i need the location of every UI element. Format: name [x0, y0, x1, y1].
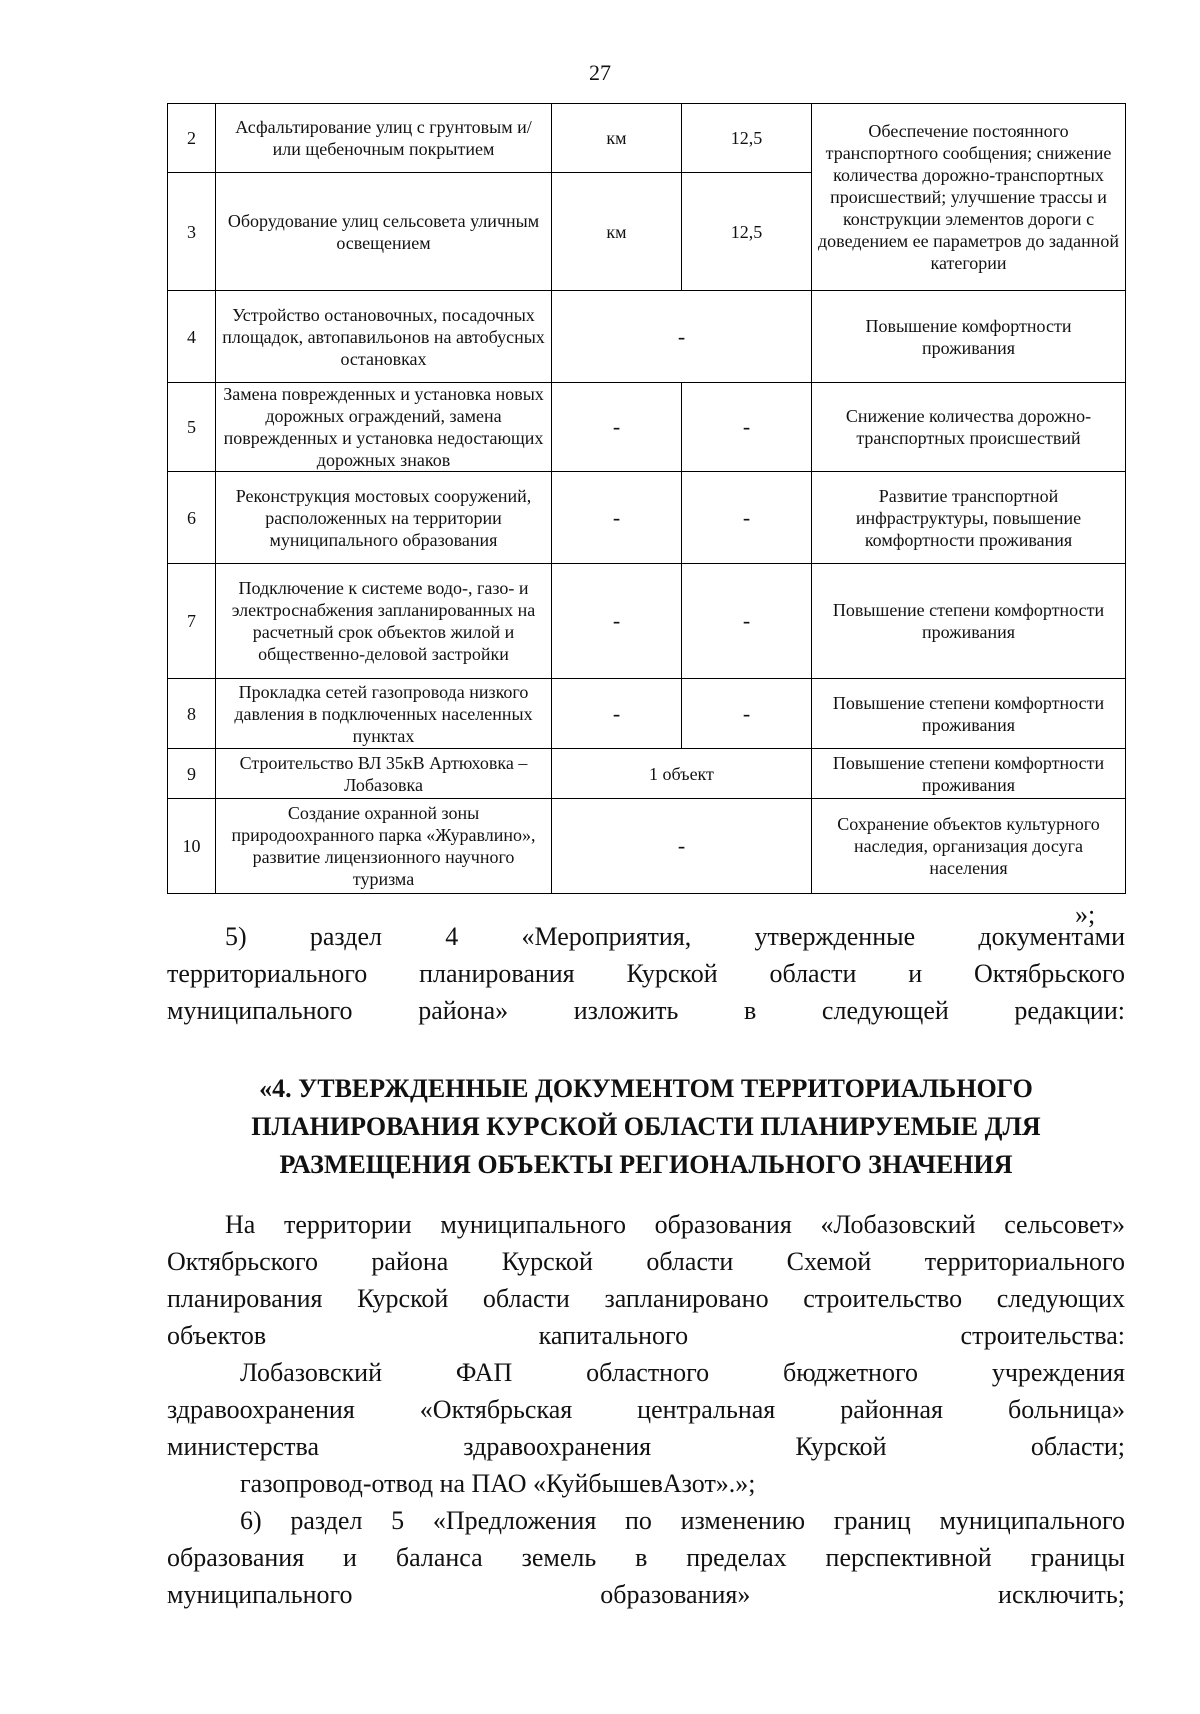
measure-unit-value-merged: 1 объект — [552, 749, 812, 799]
measure-effect: Снижение количества дорожно-транспортных происшествий — [812, 383, 1126, 472]
text-line: объектов капитального строительства: — [167, 1321, 1125, 1350]
measure-effect: Развитие транспортной инфраструктуры, повышение комфортности проживания — [812, 472, 1126, 564]
paragraph-5 — [167, 918, 1125, 1029]
measure-effect: Повышение комфортности проживания — [812, 291, 1126, 383]
text-line: здравоохранения «Октябрьская центральная районная больница» — [167, 1395, 1125, 1424]
measure-unit: - — [552, 679, 682, 749]
measure-name: Прокладка сетей газопровода низкого давления в подключенных населенных пунктах — [216, 679, 552, 749]
heading-line: ПЛАНИРОВАНИЯ КУРСКОЙ ОБЛАСТИ ПЛАНИРУЕМЫЕ ДЛЯ — [251, 1112, 1041, 1141]
table-row — [168, 472, 1126, 564]
measure-value: - — [682, 472, 812, 564]
table-row — [168, 564, 1126, 679]
measure-effect: Повышение степени комфортности проживания — [812, 749, 1126, 799]
paragraph-fap — [167, 1354, 1125, 1465]
table-row — [168, 104, 1126, 173]
row-number: 5 — [168, 383, 216, 472]
measure-name: Устройство остановочных, посадочных площадок, автопавильонов на автобусных остановках — [216, 291, 552, 383]
text-line: планирования Курской области запланировано строительство следующих — [167, 1284, 1125, 1313]
measure-unit-value-merged: - — [552, 291, 812, 383]
heading-line: «4. УТВЕРЖДЕННЫЕ ДОКУМЕНТОМ ТЕРРИТОРИАЛЬНОГО — [259, 1074, 1033, 1103]
measure-name: Строительство ВЛ 35кВ Артюховка – Лобазовка — [216, 749, 552, 799]
text-line: министерства здравоохранения Курской области; — [167, 1432, 1125, 1461]
row-number: 7 — [168, 564, 216, 679]
text-line: газопровод-отвод на ПАО «КуйбышевАзот».»; — [240, 1469, 756, 1498]
row-number: 3 — [168, 173, 216, 291]
section-heading — [167, 1070, 1125, 1184]
text-line: 6) раздел 5 «Предложения по изменению границ муниципального — [240, 1506, 1125, 1535]
measure-value: - — [682, 383, 812, 472]
table-row — [168, 291, 1126, 383]
measure-value: 12,5 — [682, 173, 812, 291]
row-number: 8 — [168, 679, 216, 749]
text-line: На территории муниципального образования «Лобазовский сельсовет» — [225, 1210, 1125, 1239]
measure-name: Реконструкция мостовых сооружений, расположенных на территории муниципального образования — [216, 472, 552, 564]
measure-unit: - — [552, 564, 682, 679]
measure-name: Асфальтирование улиц с грунтовым и/или щебеночным покрытием — [216, 104, 552, 173]
row-number: 10 — [168, 799, 216, 894]
measure-name: Замена поврежденных и установка новых дорожных ограждений, замена поврежденных и установка недостающих дорожных знаков — [216, 383, 552, 472]
text-line: образования и баланса земель в пределах перспективной границы — [167, 1543, 1125, 1572]
measure-name: Оборудование улиц сельсовета уличным освещением — [216, 173, 552, 291]
table-row — [168, 799, 1126, 894]
table-row — [168, 679, 1126, 749]
measure-name: Подключение к системе водо-, газо- и электроснабжения запланированных на расчетный срок объектов жилой и общественно-деловой застройки — [216, 564, 552, 679]
text-line: муниципального образования» исключить; — [167, 1580, 1125, 1609]
measure-effect: Повышение степени комфортности проживания — [812, 679, 1126, 749]
measure-effect: Повышение степени комфортности проживания — [812, 564, 1126, 679]
page-number: 27 — [589, 60, 611, 85]
measures-table — [167, 103, 1126, 894]
measure-name: Создание охранной зоны природоохранного парка «Журавлино», развитие лицензионного научного туризма — [216, 799, 552, 894]
measure-unit: км — [552, 173, 682, 291]
measure-unit-value-merged: - — [552, 799, 812, 894]
closing-quote: »; — [1075, 900, 1096, 929]
heading-line: РАЗМЕЩЕНИЯ ОБЪЕКТЫ РЕГИОНАЛЬНОГО ЗНАЧЕНИЯ — [279, 1150, 1013, 1179]
measure-effect: Обеспечение постоянного транспортного сообщения; снижение количества дорожно-транспортных происшествий; улучшение трассы и конструкции элементов дороги с доведением ее параметров до заданной категории — [812, 104, 1126, 291]
measure-unit: - — [552, 472, 682, 564]
measure-unit: - — [552, 383, 682, 472]
paragraph-gas-pipeline — [167, 1465, 1125, 1502]
row-number: 4 — [168, 291, 216, 383]
table-row — [168, 749, 1126, 799]
measure-value: - — [682, 564, 812, 679]
measure-value: 12,5 — [682, 104, 812, 173]
row-number: 9 — [168, 749, 216, 799]
row-number: 6 — [168, 472, 216, 564]
text-line: Октябрьского района Курской области Схемой территориального — [167, 1247, 1125, 1276]
text-line: Лобазовский ФАП областного бюджетного учреждения — [240, 1358, 1125, 1387]
paragraph-6 — [167, 1502, 1125, 1613]
measure-value: - — [682, 679, 812, 749]
table-row — [168, 383, 1126, 472]
measure-unit: км — [552, 104, 682, 173]
paragraph-territory — [167, 1206, 1125, 1354]
row-number: 2 — [168, 104, 216, 173]
text-line: территориального планирования Курской области и Октябрьского — [167, 959, 1125, 988]
text-line: 5) раздел 4 «Мероприятия, утвержденные документами — [225, 922, 1125, 951]
measure-effect: Сохранение объектов культурного наследия, организация досуга населения — [812, 799, 1126, 894]
text-line: муниципального района» изложить в следующей редакции: — [167, 996, 1125, 1025]
